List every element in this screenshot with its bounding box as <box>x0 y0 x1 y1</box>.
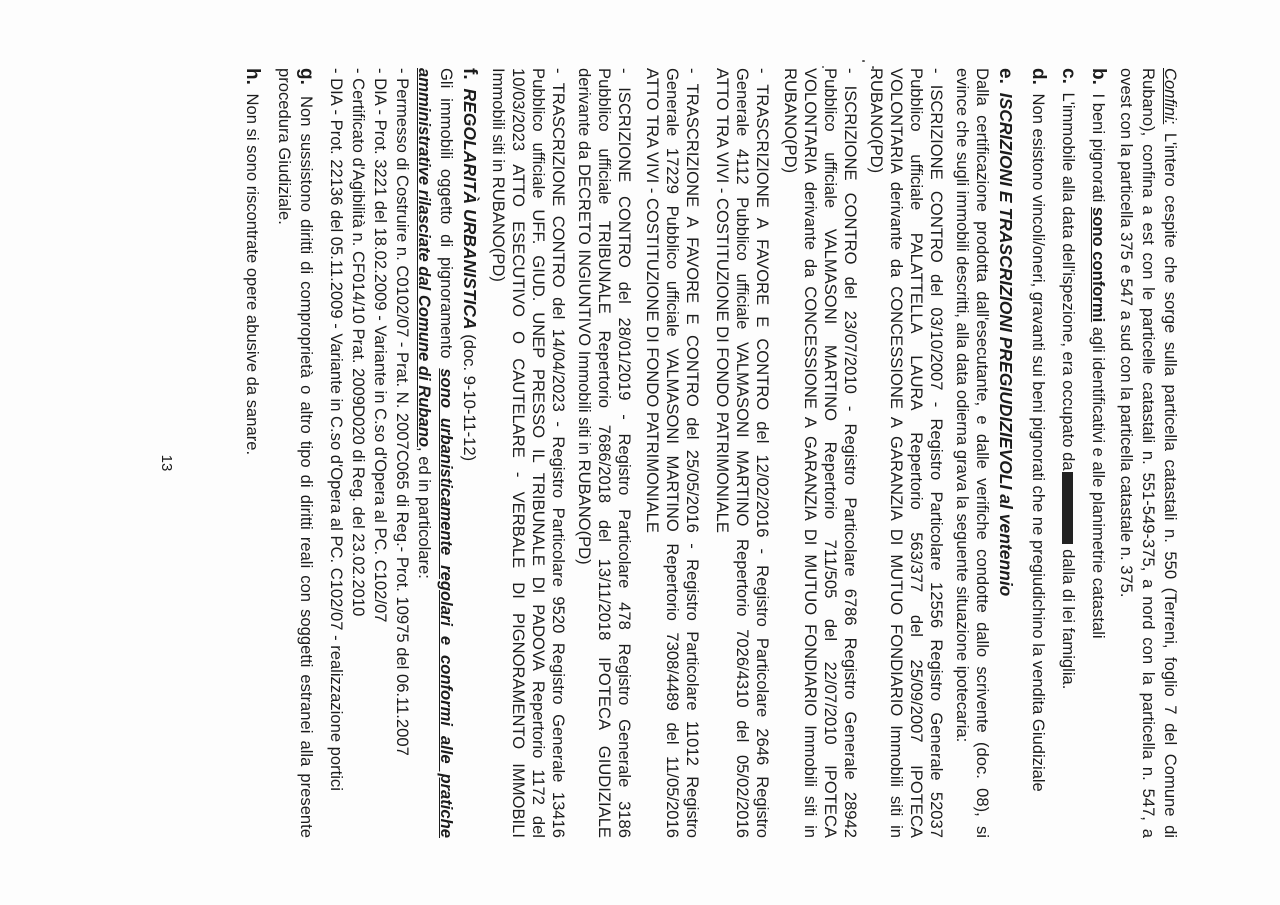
e1-line-1: - ISCRIZIONE CONTRO del 03/10/2007 - Registro Particolare 12556 Registro Generale 52037 <box>927 68 946 838</box>
e2-line-1: - ISCRIZIONE CONTRO del 23/07/2010 - Registro Particolare 6786 Registro Generale 28942 <box>841 68 860 838</box>
e3-line-1: - TRASCRIZIONE A FAVORE E CONTRO del 12/02/2016 - Registro Particolare 2646 Registro <box>753 68 772 838</box>
text: L'immobile alla data dell'ispezione, era occupato da <box>1059 87 1078 471</box>
confini-line-3: ovest con la particella 375 e 547 a sud con la particella catastale n. 375. <box>1117 68 1136 598</box>
page-number: 13 <box>158 454 175 472</box>
text-bold: sono conformi <box>1089 206 1108 323</box>
text: Non esistono vincoli/oneri, gravanti sui beni pignorati che ne pregiudichino la vendita Giudiziale <box>1029 88 1048 792</box>
item-g-line-2: procedura Giudiziale. <box>275 68 294 225</box>
rotated-document-page <box>100 68 1180 838</box>
confini-line-1 <box>1160 68 1180 838</box>
item-letter: c. <box>1058 68 1079 84</box>
section-title: REGOLARITÀ URBANISTICA <box>460 83 480 330</box>
e3-line-2: Generale 4112 Pubblico ufficiale VALMASONI MARTINO Repertorio 7026/4310 del 05/02/2016 <box>733 68 752 838</box>
e3-line-3: ATTO TRA VIVI - COSTITUZIONE DI FONDO PATRIMONIALE <box>713 68 732 533</box>
e1-line-4: RUBANO(PD) <box>867 68 886 174</box>
text: Non si sono riscontrate opere abusive da sanare. <box>243 88 262 456</box>
confini-label: Confini: <box>1161 68 1180 125</box>
item-letter: g. <box>296 68 317 85</box>
item-b <box>1088 68 1108 639</box>
e6-line-4: Immobili siti in RUBANO(PD) <box>489 68 508 282</box>
item-h <box>242 68 262 455</box>
text: dalla di lei famiglia. <box>1059 544 1078 690</box>
e4-line-1: - TRASCRIZIONE A FAVORE E CONTRO del 25/05/2016 - Registro Particolare 11012 Registro <box>683 68 702 838</box>
e4-line-3: ATTO TRA VIVI - COSTITUZIONE DI FONDO PATRIMONIALE <box>643 68 662 533</box>
item-letter: f. <box>459 68 480 80</box>
section-title: ISCRIZIONI E TRASCRIZIONI PREGIUDIZIEVOLI al ventennio <box>996 87 1016 597</box>
e2-line-2: Pubblico ufficiale VALMASONI MARTINO Repertorio 711/505 del 22/07/2010 IPOTECA <box>821 68 840 838</box>
e1-line-3: VOLONTARIA derivante da CONCESSIONE A GARANZIA DI MUTUO FONDIARIO Immobili siti in <box>887 68 906 838</box>
text: , ed in particolare: <box>415 447 434 579</box>
redaction-bar <box>1062 472 1073 544</box>
text: (doc. 9-10-11-12) <box>460 329 479 462</box>
item-f-heading <box>459 68 480 461</box>
e5-line-3: derivante da DECRETO INGIUNTIVO Immobili siti in RUBANO(PD) <box>575 68 594 565</box>
e5-line-1: - ISCRIZIONE CONTRO del 28/01/2019 - Registro Particolare 478 Registro Generale 3186 <box>615 68 634 838</box>
e1-line-2: Pubblico ufficiale PALATTELLA LAURA Repertorio 563/377 del 25/09/2007 IPOTECA <box>907 68 926 838</box>
item-letter: e. <box>995 68 1016 84</box>
item-letter: d. <box>1028 68 1049 85</box>
e-intro-line-2: evince che sugli immobili descritti, alla data odierna grava la seguente situazione ipotecaria: <box>953 68 972 743</box>
e6-line-1: - TRASCRIZIONE CONTRO del 14/04/2023 - Registro Particolare 9520 Registro Generale 13416 <box>549 68 568 838</box>
e2-line-3: VOLONTARIA derivante da CONCESSIONE A GARANZIA DI MUTUO FONDIARIO Immobili siti in <box>801 68 820 838</box>
e-intro-line-1: Dalla certificazione prodotta dall'esecutante, e dalle verifiche condotte dallo scrivente (doc. 08), si <box>973 68 992 838</box>
e6-line-2: Pubblico ufficiale UFF. GIUD. UNEP PRESSO IL TRIBUNALE DI PADOVA Repertorio 1172 del <box>529 68 548 838</box>
f-item-1: - Permesso di Costruire n. C0102/07 - Prat. N. 2007C065 di Reg.- Prot. 10975 del 06.11.2007 <box>393 68 412 756</box>
f-intro-line-1 <box>436 68 456 838</box>
f-item-2: - DIA - Prot. 3221 del 18.02.2009 - Variante in C.so d'Opera al PC. C102/07 <box>371 68 390 623</box>
confini-line-2: Rubano), confina a est con le particelle catastali n. 551-549-375, a nord con la particella n. 547, a <box>1139 68 1158 838</box>
item-d <box>1028 68 1048 792</box>
text: Gli immobili oggetto di pignoramento <box>437 68 456 369</box>
text: L'intero cespite che sorge sulla particella catastali n. 550 (Terreni, foglio 7 del Comune di <box>1161 124 1180 838</box>
text-bold: amministrative rilasciate dal Comune di Rubano <box>415 68 434 447</box>
text: Non sussistono diritti di comproprietà o altro tipo di diritti reali con soggetti estranei alla presente <box>297 88 316 838</box>
item-e-heading <box>995 68 1016 596</box>
item-letter: h. <box>242 68 263 85</box>
scan-speck <box>862 60 865 62</box>
item-letter: b. <box>1088 68 1109 85</box>
text: agli identificativi e alle planimetrie catastali <box>1089 322 1108 639</box>
text-bold: sono urbanisticamente regolari e conformi alle pratiche <box>437 368 456 838</box>
e4-line-2: Generale 17229 Pubblico ufficiale VALMASONI MARTINO Repertorio 7308/4489 del 11/05/2016 <box>663 68 682 838</box>
f-item-4: - DIA - Prot. 22136 del 05.11.2009 - Variante in C.so d'Opera al PC. C102/07 - realizzazione portici <box>327 68 346 791</box>
e2-line-4: RUBANO(PD) <box>781 68 800 174</box>
e5-line-2: Pubblico ufficiale TRIBUNALE Repertorio 7686/2018 del 13/11/2018 IPOTECA GIUDIZIALE <box>595 68 614 838</box>
f-intro-line-2 <box>414 68 434 579</box>
f-item-3: - Certificato d'Agibilità n. CF014/10 Prat. 2009D020 di Reg. del 23.02.2010 <box>349 68 368 617</box>
item-c <box>1058 68 1078 689</box>
item-g-line-1 <box>296 68 316 838</box>
text: I beni pignorati <box>1089 88 1108 207</box>
e6-line-3: 10/03/2023 ATTO ESECUTIVO O CAUTELARE - VERBALE DI PIGNORAMENTO IMMOBILI <box>509 68 528 838</box>
